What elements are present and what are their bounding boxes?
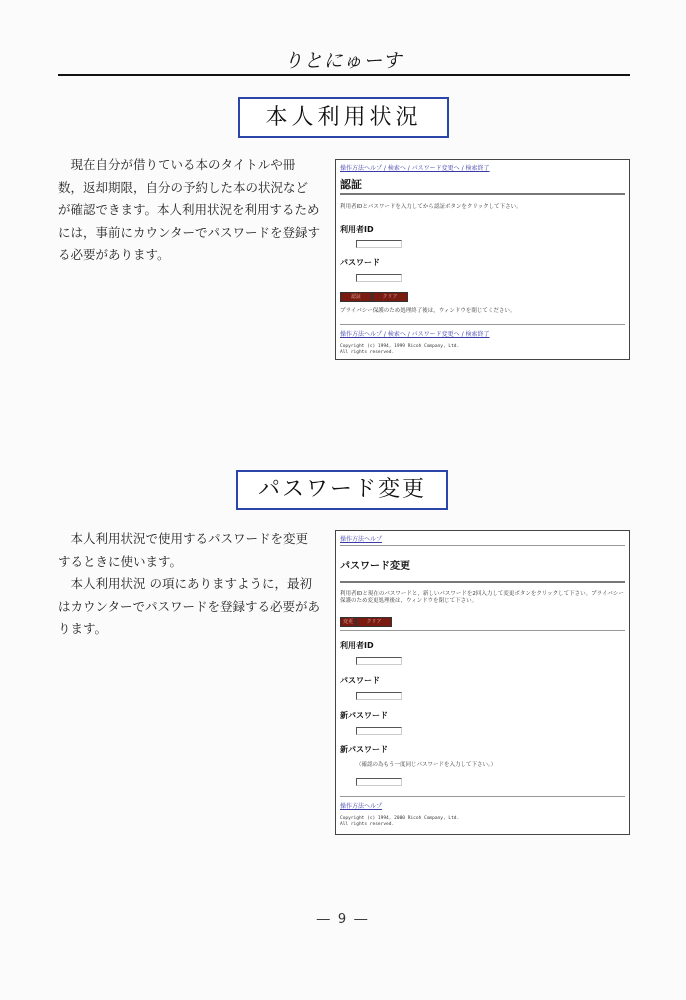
change-button[interactable]: 変更 xyxy=(340,617,356,627)
password-change-screenshot xyxy=(335,530,630,835)
privacy-note: プライバシー保護のため処理終了後は，ウィンドウを閉じてください。 xyxy=(340,308,516,314)
footer-rule xyxy=(340,324,625,325)
section-title-usage-status: 本人利用状況 xyxy=(238,97,449,138)
copyright: Copyright (c) 1994, 2000 Ricoh Company, Ltd. xyxy=(340,816,460,821)
user-id-input[interactable] xyxy=(356,657,402,665)
form-rule xyxy=(340,630,625,631)
confirm-hint: （確認の為もう一度同じパスワードを入力して下さい。） xyxy=(356,762,497,768)
footer-links[interactable]: 操作方法ヘルプ / 検索へ / パスワード変更へ / 検索終了 xyxy=(340,331,490,338)
user-id-input[interactable] xyxy=(356,240,402,248)
help-link[interactable]: 操作方法ヘルプ xyxy=(340,536,383,543)
auth-screen-screenshot xyxy=(335,159,630,360)
password-change-instruction: 利用者IDと現在のパスワードと，新しいパスワードを2回入力して変更ボタンをクリックして下さい。プライバシー保護のため変更処理後は，ウィンドウを閉じて下さい。 xyxy=(340,591,624,604)
new-password-label: 新パスワード xyxy=(340,711,388,720)
password-change-description xyxy=(58,528,320,641)
footer-help-link[interactable]: 操作方法ヘルプ xyxy=(340,803,383,810)
section-title-password-change: パスワード変更 xyxy=(236,470,448,510)
copyright: Copyright (c) 1994, 1999 Ricoh Company, Ltd. xyxy=(340,344,460,349)
password-input[interactable] xyxy=(356,692,402,700)
new-password-input[interactable] xyxy=(356,727,402,735)
user-id-label: 利用者ID xyxy=(340,225,374,234)
user-id-label: 利用者ID xyxy=(340,641,374,650)
rights: All rights reserved. xyxy=(340,822,395,827)
nav-links[interactable]: 操作方法ヘルプ / 検索へ / パスワード変更へ / 検索終了 xyxy=(340,165,490,172)
top-rule xyxy=(340,545,625,546)
password-label: パスワード xyxy=(340,258,380,267)
password-label: パスワード xyxy=(340,676,380,685)
new-password-confirm-label: 新パスワード xyxy=(340,745,388,754)
heading-rule xyxy=(340,581,625,583)
auth-heading: 認証 xyxy=(340,178,362,191)
header-rule xyxy=(58,74,630,76)
clear-button[interactable]: クリア xyxy=(372,292,408,302)
usage-status-description: 現在自分が借りている本のタイトルや冊数，返却期限，自分の予約した本の状況などが確認できます。本人利用状況を利用するためには，事前にカウンターでパスワードを登録する必要があります。 xyxy=(58,157,321,262)
password-change-description-2: 本人利用状況 の項にありますように，最初はカウンターでパスワードを登録する必要があります。 xyxy=(58,576,321,636)
password-change-description-1: 本人利用状況で使用するパスワードを変更するときに使います。 xyxy=(58,531,309,569)
page-header-title: りとにゅーす xyxy=(283,50,403,72)
auth-instruction: 利用者IDとパスワードを入力してから認証ボタンをクリックして下さい。 xyxy=(340,204,522,210)
footer-rule xyxy=(340,796,625,797)
password-change-heading: パスワード変更 xyxy=(340,561,410,572)
password-input[interactable] xyxy=(356,274,402,282)
page-number: ― 9 ― xyxy=(316,912,370,927)
rights: All rights reserved. xyxy=(340,350,395,355)
clear-button[interactable]: クリア xyxy=(356,617,392,627)
heading-rule xyxy=(340,193,625,195)
new-password-confirm-input[interactable] xyxy=(356,778,402,786)
auth-button[interactable]: 認証 xyxy=(340,292,372,302)
